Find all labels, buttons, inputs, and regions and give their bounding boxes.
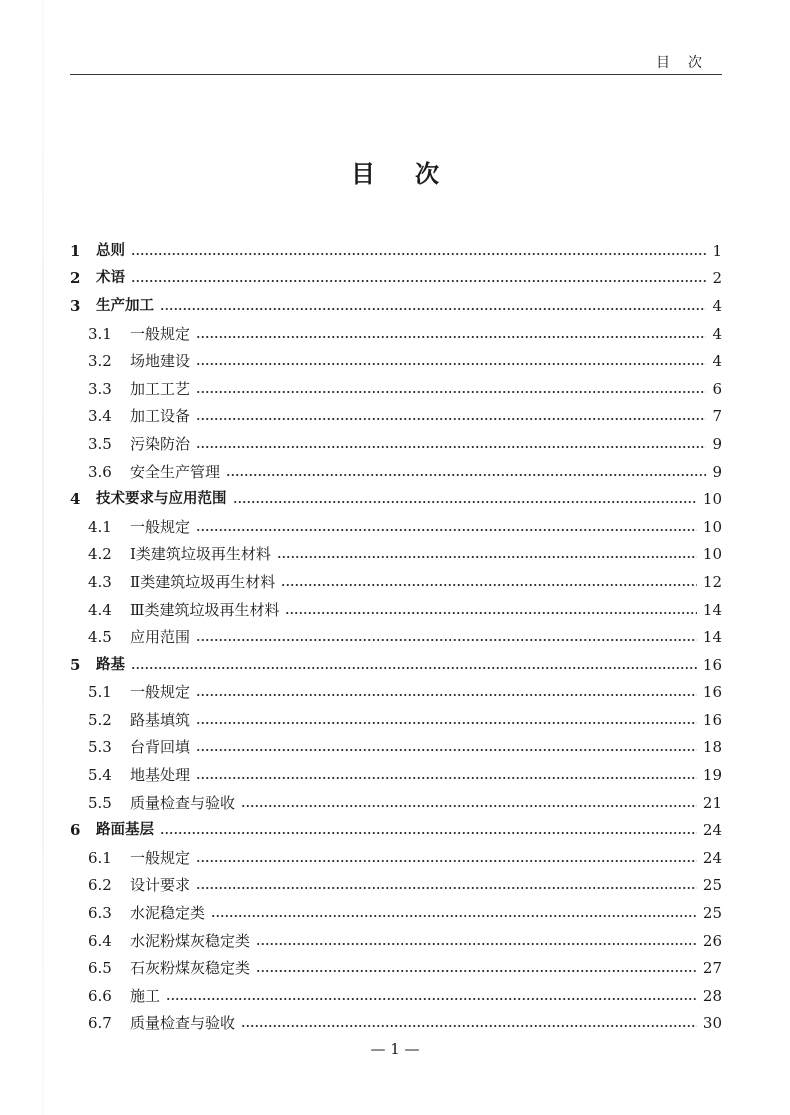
- toc-entry-page: 16: [702, 683, 722, 702]
- toc-entry-number: 6.5: [88, 959, 112, 978]
- dot-leader: [241, 1024, 697, 1028]
- dot-leader: [160, 307, 706, 311]
- toc-entry-number: 3.4: [88, 407, 112, 426]
- dot-leader: [196, 859, 697, 863]
- toc-entry-title: Ⅰ类建筑垃圾再生材料: [130, 545, 271, 564]
- toc-entry-page: 4: [712, 296, 722, 315]
- dot-leader: [196, 721, 697, 725]
- page-number-footer: — 1 —: [370, 1040, 420, 1058]
- toc-entry-page: 19: [702, 766, 722, 785]
- toc-entry-page: 10: [702, 490, 722, 509]
- toc-entry-page: 14: [702, 600, 722, 619]
- toc-entry-number: 6.3: [88, 904, 112, 923]
- toc-entry-title: 加工工艺: [130, 379, 191, 398]
- toc-entry[interactable]: [70, 872, 722, 900]
- toc-entry[interactable]: [70, 568, 722, 596]
- toc-entry-number: 4.4: [88, 600, 112, 619]
- toc-entry[interactable]: [70, 899, 722, 927]
- dot-leader: [131, 252, 706, 256]
- dot-leader: [285, 611, 696, 615]
- toc-entry[interactable]: [70, 375, 722, 403]
- toc-entry-number: 6.7: [88, 1014, 112, 1033]
- toc-entry-title: Ⅱ类建筑垃圾再生材料: [130, 572, 276, 591]
- toc-entry-page: 6: [712, 379, 722, 398]
- dot-leader: [131, 279, 706, 283]
- toc-entry-number: 1: [70, 241, 81, 260]
- dot-leader: [226, 473, 706, 477]
- toc-entry-page: 25: [702, 876, 722, 895]
- toc-entry-page: 18: [702, 738, 722, 757]
- toc-entry-title: 一般规定: [130, 848, 191, 867]
- toc-entry[interactable]: [70, 679, 722, 707]
- toc-entry-number: 6.1: [88, 848, 112, 867]
- dot-leader: [196, 362, 706, 366]
- toc-entry[interactable]: [70, 816, 722, 844]
- toc-entry[interactable]: [70, 954, 722, 982]
- toc-entry[interactable]: [70, 761, 722, 789]
- toc-entry[interactable]: [70, 706, 722, 734]
- toc-entry-number: 3.1: [88, 324, 112, 343]
- toc-entry[interactable]: [70, 541, 722, 569]
- dot-leader: [196, 417, 706, 421]
- running-header: [70, 50, 722, 75]
- toc-entry-title: 施工: [130, 986, 161, 1005]
- toc-entry-number: 4.2: [88, 545, 112, 564]
- dot-leader: [196, 748, 697, 752]
- dot-leader: [281, 583, 697, 587]
- dot-leader: [256, 942, 697, 946]
- toc-entry-number: 5.5: [88, 793, 112, 812]
- toc-entry[interactable]: [70, 430, 722, 458]
- toc-entry[interactable]: [70, 237, 722, 265]
- toc-entry-title: 质量检查与验收: [130, 793, 236, 812]
- toc-entry-title: 一般规定: [130, 324, 191, 343]
- toc-entry-title: 地基处理: [130, 766, 191, 785]
- toc-entry-title: 设计要求: [130, 876, 191, 895]
- toc-entry-title: 总则: [96, 242, 125, 259]
- toc-entry-page: 30: [702, 1014, 722, 1033]
- dot-leader: [196, 335, 706, 339]
- toc-entry-page: 12: [702, 572, 722, 591]
- toc-entry-page: 28: [702, 986, 722, 1005]
- toc-entry[interactable]: [70, 265, 722, 293]
- toc-entry-page: 4: [712, 352, 722, 371]
- toc-entry-page: 1: [712, 241, 722, 260]
- toc-entry-page: 10: [702, 545, 722, 564]
- toc-entry-page: 26: [702, 931, 722, 950]
- toc-entry-title: 路基填筑: [130, 710, 191, 729]
- toc-entry-title: 术语: [96, 270, 125, 287]
- toc-entry-number: 5.3: [88, 738, 112, 757]
- dot-leader: [196, 638, 697, 642]
- toc-entry-title: 路面基层: [96, 822, 154, 839]
- toc-entry-title: 路基: [96, 656, 125, 673]
- toc-entry-number: 6: [70, 821, 81, 840]
- toc-entry[interactable]: [70, 320, 722, 348]
- toc-entry-title: 应用范围: [130, 628, 191, 647]
- toc-entry-number: 3: [70, 296, 81, 315]
- toc-entry[interactable]: [70, 485, 722, 513]
- toc-entry[interactable]: [70, 458, 722, 486]
- toc-entry[interactable]: [70, 1010, 722, 1038]
- dot-leader: [196, 528, 697, 532]
- toc-entry-title: 质量检查与验收: [130, 1014, 236, 1033]
- toc-entry-number: 3.2: [88, 352, 112, 371]
- toc-entry-title: 场地建设: [130, 352, 191, 371]
- toc-entry-number: 4.5: [88, 628, 112, 647]
- dot-leader: [241, 804, 697, 808]
- toc-entry-page: 27: [702, 959, 722, 978]
- toc-entry[interactable]: [70, 789, 722, 817]
- toc-entry-number: 3.5: [88, 434, 112, 453]
- dot-leader: [196, 390, 706, 394]
- dot-leader: [196, 776, 697, 780]
- toc-entry-number: 3.6: [88, 462, 112, 481]
- toc-entry[interactable]: [70, 651, 722, 679]
- toc-entry-title: Ⅲ类建筑垃圾再生材料: [130, 600, 280, 619]
- dot-leader: [166, 997, 697, 1001]
- running-header-text: 目次: [656, 55, 720, 71]
- dot-leader: [211, 914, 697, 918]
- toc-entry[interactable]: [70, 734, 722, 762]
- dot-leader: [256, 969, 697, 973]
- dot-leader: [196, 886, 697, 890]
- toc-entry-page: 4: [712, 324, 722, 343]
- toc-entry-page: 24: [702, 848, 722, 867]
- page-title: 目次: [351, 160, 479, 188]
- toc-entry-number: 4.1: [88, 517, 112, 536]
- toc-entry[interactable]: [70, 844, 722, 872]
- toc-entry-page: 24: [702, 821, 722, 840]
- toc-entry-number: 4.3: [88, 572, 112, 591]
- toc-entry-title: 石灰粉煤灰稳定类: [130, 959, 251, 978]
- toc-entry[interactable]: [70, 403, 722, 431]
- dot-leader: [196, 693, 697, 697]
- toc-entry-number: 5.1: [88, 683, 112, 702]
- toc-entry-number: 3.3: [88, 379, 112, 398]
- dot-leader: [160, 831, 697, 835]
- toc-entry-title: 安全生产管理: [130, 462, 221, 481]
- table-of-contents: [70, 237, 722, 1037]
- toc-entry-page: 14: [702, 628, 722, 647]
- toc-entry-page: 16: [702, 710, 722, 729]
- toc-entry-page: 25: [702, 904, 722, 923]
- toc-entry[interactable]: [70, 596, 722, 624]
- dot-leader: [196, 445, 706, 449]
- dot-leader: [277, 555, 697, 559]
- toc-entry-title: 水泥粉煤灰稳定类: [130, 931, 251, 950]
- dot-leader: [233, 500, 697, 504]
- toc-entry-number: 5.4: [88, 766, 112, 785]
- toc-entry-page: 2: [712, 269, 722, 288]
- toc-entry[interactable]: [70, 982, 722, 1010]
- toc-entry-title: 加工设备: [130, 407, 191, 426]
- toc-entry-title: 生产加工: [96, 297, 154, 314]
- toc-entry-number: 6.6: [88, 986, 112, 1005]
- dot-leader: [131, 666, 697, 670]
- toc-entry-title: 一般规定: [130, 683, 191, 702]
- toc-entry-number: 4: [70, 490, 81, 509]
- toc-entry-title: 技术要求与应用范围: [96, 491, 227, 508]
- toc-entry-title: 一般规定: [130, 517, 191, 536]
- toc-entry-title: 台背回填: [130, 738, 191, 757]
- toc-entry-page: 21: [702, 793, 722, 812]
- toc-entry-number: 6.4: [88, 931, 112, 950]
- toc-entry[interactable]: [70, 347, 722, 375]
- toc-entry-number: 2: [70, 269, 81, 288]
- toc-entry-page: 9: [712, 462, 722, 481]
- toc-entry[interactable]: [70, 292, 722, 320]
- toc-entry-number: 6.2: [88, 876, 112, 895]
- toc-entry-title: 水泥稳定类: [130, 904, 206, 923]
- toc-entry[interactable]: [70, 513, 722, 541]
- toc-entry-title: 污染防治: [130, 434, 191, 453]
- toc-entry[interactable]: [70, 927, 722, 955]
- toc-entry-page: 10: [702, 517, 722, 536]
- toc-entry-page: 7: [712, 407, 722, 426]
- toc-entry-page: 9: [712, 434, 722, 453]
- toc-entry[interactable]: [70, 623, 722, 651]
- toc-entry-page: 16: [702, 655, 722, 674]
- toc-entry-number: 5.2: [88, 710, 112, 729]
- toc-entry-number: 5: [70, 655, 81, 674]
